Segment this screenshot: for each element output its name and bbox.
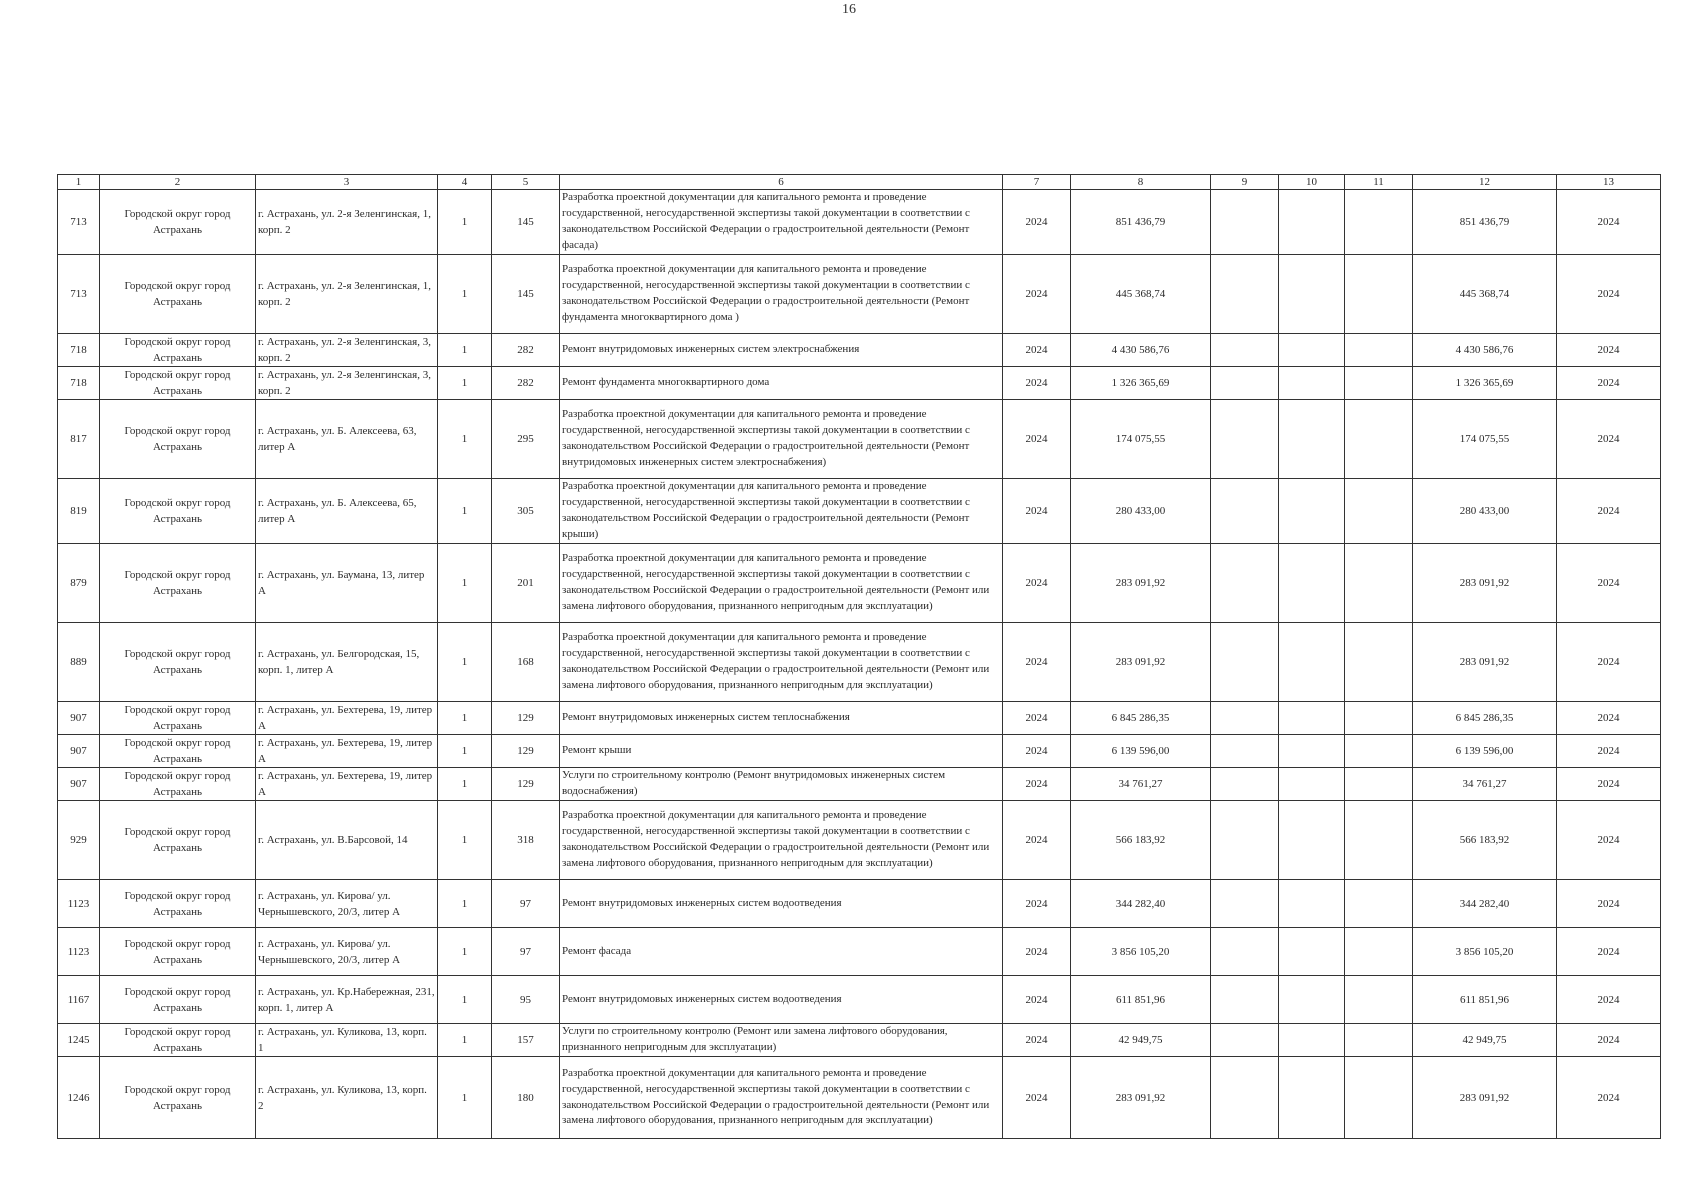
cell-cost-col-10 xyxy=(1279,1057,1345,1139)
cell-row-number: 713 xyxy=(58,255,100,334)
table-row xyxy=(58,190,1661,255)
cell-total-cost: 34 761,27 xyxy=(1071,768,1211,801)
cell-row-number: 817 xyxy=(58,400,100,479)
cell-cost-col-10 xyxy=(1279,479,1345,544)
page-number: 16 xyxy=(842,2,856,17)
cell-year-end: 2024 xyxy=(1557,623,1661,702)
cell-row-number: 907 xyxy=(58,768,100,801)
cell-year-end: 2024 xyxy=(1557,1024,1661,1057)
cell-total-cost: 1 326 365,69 xyxy=(1071,367,1211,400)
cell-cost-col-11 xyxy=(1345,334,1413,367)
cell-row-number: 907 xyxy=(58,702,100,735)
cell-year-end: 2024 xyxy=(1557,1057,1661,1139)
cell-address: г. Астрахань, ул. Бехтерева, 19, литер А xyxy=(256,702,438,735)
cell-row-number: 718 xyxy=(58,334,100,367)
cell-cost-col-11 xyxy=(1345,976,1413,1024)
cell-year-end: 2024 xyxy=(1557,976,1661,1024)
cell-address: г. Астрахань, ул. Б. Алексеева, 65, литер А xyxy=(256,479,438,544)
cell-year-start: 2024 xyxy=(1003,1024,1071,1057)
cell-count: 1 xyxy=(438,623,492,702)
cell-work-description: Ремонт внутридомовых инженерных систем теплоснабжения xyxy=(560,702,1003,735)
cell-total-cost: 42 949,75 xyxy=(1071,1024,1211,1057)
cell-work-description: Разработка проектной документации для капитального ремонта и проведение государственной, негосударственной экспертизы такой документации в соответствии с законодательством Российской Федерации о градостроительной деятельности (Ремонт фундамента многоквартирного дома ) xyxy=(560,255,1003,334)
cell-municipality: Городской округ город Астрахань xyxy=(100,544,256,623)
cell-cost-col-11 xyxy=(1345,479,1413,544)
cell-year-start: 2024 xyxy=(1003,880,1071,928)
column-number-7: 7 xyxy=(1003,175,1071,190)
cell-year-end: 2024 xyxy=(1557,928,1661,976)
cell-municipality: Городской округ город Астрахань xyxy=(100,1024,256,1057)
cell-year-start: 2024 xyxy=(1003,768,1071,801)
cell-year-start: 2024 xyxy=(1003,367,1071,400)
cell-cost-col-10 xyxy=(1279,334,1345,367)
cell-municipality: Городской округ город Астрахань xyxy=(100,735,256,768)
cell-cost-col-10 xyxy=(1279,367,1345,400)
cell-municipality: Городской округ город Астрахань xyxy=(100,702,256,735)
cell-cost-col-12: 611 851,96 xyxy=(1413,976,1557,1024)
cell-cost-col-12: 283 091,92 xyxy=(1413,544,1557,623)
cell-address: г. Астрахань, ул. Куликова, 13, корп. 2 xyxy=(256,1057,438,1139)
cell-year-start: 2024 xyxy=(1003,735,1071,768)
cell-total-cost: 851 436,79 xyxy=(1071,190,1211,255)
cell-cost-col-9 xyxy=(1211,334,1279,367)
cell-item-code: 145 xyxy=(492,190,560,255)
cell-count: 1 xyxy=(438,768,492,801)
cell-address: г. Астрахань, ул. Кр.Набережная, 231, корп. 1, литер А xyxy=(256,976,438,1024)
cell-cost-col-11 xyxy=(1345,801,1413,880)
column-number-1: 1 xyxy=(58,175,100,190)
column-number-6: 6 xyxy=(560,175,1003,190)
cell-cost-col-12: 851 436,79 xyxy=(1413,190,1557,255)
cell-item-code: 201 xyxy=(492,544,560,623)
cell-year-start: 2024 xyxy=(1003,702,1071,735)
cell-row-number: 1246 xyxy=(58,1057,100,1139)
cell-row-number: 1167 xyxy=(58,976,100,1024)
cell-row-number: 889 xyxy=(58,623,100,702)
cell-item-code: 129 xyxy=(492,768,560,801)
cell-address: г. Астрахань, ул. Кирова/ ул. Чернышевского, 20/3, литер А xyxy=(256,928,438,976)
cell-total-cost: 283 091,92 xyxy=(1071,1057,1211,1139)
cell-cost-col-12: 280 433,00 xyxy=(1413,479,1557,544)
cell-cost-col-12: 283 091,92 xyxy=(1413,1057,1557,1139)
repair-program-table xyxy=(57,174,1661,1139)
cell-count: 1 xyxy=(438,1024,492,1057)
cell-total-cost: 344 282,40 xyxy=(1071,880,1211,928)
cell-total-cost: 283 091,92 xyxy=(1071,623,1211,702)
cell-cost-col-9 xyxy=(1211,400,1279,479)
cell-municipality: Городской округ город Астрахань xyxy=(100,190,256,255)
cell-item-code: 95 xyxy=(492,976,560,1024)
cell-work-description: Ремонт крыши xyxy=(560,735,1003,768)
cell-cost-col-12: 174 075,55 xyxy=(1413,400,1557,479)
cell-cost-col-9 xyxy=(1211,255,1279,334)
cell-year-start: 2024 xyxy=(1003,801,1071,880)
cell-cost-col-9 xyxy=(1211,928,1279,976)
cell-count: 1 xyxy=(438,1057,492,1139)
cell-total-cost: 283 091,92 xyxy=(1071,544,1211,623)
cell-work-description: Услуги по строительному контролю (Ремонт внутридомовых инженерных систем водоснабжения) xyxy=(560,768,1003,801)
cell-address: г. Астрахань, ул. 2-я Зеленгинская, 1, корп. 2 xyxy=(256,190,438,255)
cell-row-number: 819 xyxy=(58,479,100,544)
cell-municipality: Городской округ город Астрахань xyxy=(100,976,256,1024)
cell-work-description: Ремонт внутридомовых инженерных систем электроснабжения xyxy=(560,334,1003,367)
cell-cost-col-9 xyxy=(1211,544,1279,623)
cell-cost-col-9 xyxy=(1211,623,1279,702)
cell-count: 1 xyxy=(438,702,492,735)
cell-work-description: Ремонт внутридомовых инженерных систем водоотведения xyxy=(560,880,1003,928)
cell-work-description: Ремонт внутридомовых инженерных систем водоотведения xyxy=(560,976,1003,1024)
cell-cost-col-12: 1 326 365,69 xyxy=(1413,367,1557,400)
cell-work-description: Разработка проектной документации для капитального ремонта и проведение государственной, негосударственной экспертизы такой документации в соответствии с законодательством Российской Федерации о градостроительной деятельности (Ремонт или замена лифтового оборудования, признанного непригодным для эксплуатации) xyxy=(560,623,1003,702)
cell-count: 1 xyxy=(438,928,492,976)
column-number-header-row xyxy=(58,175,1661,190)
cell-count: 1 xyxy=(438,479,492,544)
cell-cost-col-10 xyxy=(1279,400,1345,479)
cell-item-code: 295 xyxy=(492,400,560,479)
cell-cost-col-12: 445 368,74 xyxy=(1413,255,1557,334)
cell-year-end: 2024 xyxy=(1557,479,1661,544)
cell-count: 1 xyxy=(438,190,492,255)
cell-item-code: 282 xyxy=(492,367,560,400)
cell-year-end: 2024 xyxy=(1557,702,1661,735)
cell-cost-col-12: 4 430 586,76 xyxy=(1413,334,1557,367)
cell-row-number: 1245 xyxy=(58,1024,100,1057)
cell-address: г. Астрахань, ул. 2-я Зеленгинская, 3, корп. 2 xyxy=(256,367,438,400)
column-number-11: 11 xyxy=(1345,175,1413,190)
cell-work-description: Услуги по строительному контролю (Ремонт или замена лифтового оборудования, признанного непригодным для эксплуатации) xyxy=(560,1024,1003,1057)
cell-municipality: Городской округ город Астрахань xyxy=(100,400,256,479)
cell-address: г. Астрахань, ул. Белгородская, 15, корп. 1, литер А xyxy=(256,623,438,702)
cell-address: г. Астрахань, ул. Бехтерева, 19, литер А xyxy=(256,768,438,801)
cell-cost-col-9 xyxy=(1211,702,1279,735)
cell-year-start: 2024 xyxy=(1003,190,1071,255)
column-number-12: 12 xyxy=(1413,175,1557,190)
cell-year-end: 2024 xyxy=(1557,801,1661,880)
column-number-2: 2 xyxy=(100,175,256,190)
table-row xyxy=(58,1057,1661,1139)
cell-total-cost: 4 430 586,76 xyxy=(1071,334,1211,367)
cell-cost-col-10 xyxy=(1279,735,1345,768)
cell-cost-col-10 xyxy=(1279,255,1345,334)
cell-year-start: 2024 xyxy=(1003,400,1071,479)
cell-cost-col-11 xyxy=(1345,255,1413,334)
cell-year-end: 2024 xyxy=(1557,735,1661,768)
column-number-5: 5 xyxy=(492,175,560,190)
cell-total-cost: 3 856 105,20 xyxy=(1071,928,1211,976)
cell-cost-col-10 xyxy=(1279,544,1345,623)
cell-cost-col-11 xyxy=(1345,1024,1413,1057)
cell-cost-col-10 xyxy=(1279,928,1345,976)
cell-municipality: Городской округ город Астрахань xyxy=(100,880,256,928)
cell-municipality: Городской округ город Астрахань xyxy=(100,479,256,544)
cell-year-end: 2024 xyxy=(1557,544,1661,623)
cell-cost-col-9 xyxy=(1211,479,1279,544)
cell-item-code: 305 xyxy=(492,479,560,544)
cell-count: 1 xyxy=(438,735,492,768)
cell-cost-col-10 xyxy=(1279,623,1345,702)
column-number-4: 4 xyxy=(438,175,492,190)
cell-count: 1 xyxy=(438,367,492,400)
cell-row-number: 1123 xyxy=(58,880,100,928)
cell-cost-col-11 xyxy=(1345,544,1413,623)
cell-year-start: 2024 xyxy=(1003,255,1071,334)
cell-year-end: 2024 xyxy=(1557,367,1661,400)
cell-cost-col-9 xyxy=(1211,1024,1279,1057)
cell-year-start: 2024 xyxy=(1003,544,1071,623)
table-row xyxy=(58,1024,1661,1057)
cell-cost-col-9 xyxy=(1211,190,1279,255)
table-row xyxy=(58,976,1661,1024)
cell-row-number: 713 xyxy=(58,190,100,255)
table-row xyxy=(58,928,1661,976)
cell-year-end: 2024 xyxy=(1557,768,1661,801)
cell-cost-col-10 xyxy=(1279,190,1345,255)
cell-item-code: 157 xyxy=(492,1024,560,1057)
cell-cost-col-11 xyxy=(1345,400,1413,479)
cell-cost-col-9 xyxy=(1211,976,1279,1024)
column-number-13: 13 xyxy=(1557,175,1661,190)
table-row xyxy=(58,801,1661,880)
cell-cost-col-10 xyxy=(1279,768,1345,801)
cell-address: г. Астрахань, ул. 2-я Зеленгинская, 1, корп. 2 xyxy=(256,255,438,334)
table-row xyxy=(58,702,1661,735)
cell-cost-col-9 xyxy=(1211,1057,1279,1139)
cell-work-description: Ремонт фундамента многоквартирного дома xyxy=(560,367,1003,400)
column-number-8: 8 xyxy=(1071,175,1211,190)
cell-work-description: Разработка проектной документации для капитального ремонта и проведение государственной, негосударственной экспертизы такой документации в соответствии с законодательством Российской Федерации о градостроительной деятельности (Ремонт крыши) xyxy=(560,479,1003,544)
cell-year-start: 2024 xyxy=(1003,1057,1071,1139)
cell-cost-col-10 xyxy=(1279,1024,1345,1057)
table-row xyxy=(58,735,1661,768)
cell-year-end: 2024 xyxy=(1557,255,1661,334)
cell-item-code: 282 xyxy=(492,334,560,367)
cell-count: 1 xyxy=(438,544,492,623)
cell-address: г. Астрахань, ул. 2-я Зеленгинская, 3, корп. 2 xyxy=(256,334,438,367)
table-body xyxy=(58,190,1661,1139)
cell-work-description: Ремонт фасада xyxy=(560,928,1003,976)
cell-item-code: 97 xyxy=(492,928,560,976)
cell-row-number: 879 xyxy=(58,544,100,623)
cell-row-number: 907 xyxy=(58,735,100,768)
cell-row-number: 1123 xyxy=(58,928,100,976)
cell-cost-col-12: 283 091,92 xyxy=(1413,623,1557,702)
cell-cost-col-11 xyxy=(1345,367,1413,400)
cell-municipality: Городской округ город Астрахань xyxy=(100,768,256,801)
cell-cost-col-11 xyxy=(1345,623,1413,702)
table-row xyxy=(58,768,1661,801)
cell-item-code: 145 xyxy=(492,255,560,334)
table-row xyxy=(58,623,1661,702)
cell-count: 1 xyxy=(438,801,492,880)
cell-item-code: 129 xyxy=(492,702,560,735)
cell-cost-col-9 xyxy=(1211,367,1279,400)
cell-cost-col-12: 6 139 596,00 xyxy=(1413,735,1557,768)
table-row xyxy=(58,334,1661,367)
cell-cost-col-12: 6 845 286,35 xyxy=(1413,702,1557,735)
cell-cost-col-11 xyxy=(1345,880,1413,928)
cell-year-end: 2024 xyxy=(1557,190,1661,255)
cell-work-description: Разработка проектной документации для капитального ремонта и проведение государственной, негосударственной экспертизы такой документации в соответствии с законодательством Российской Федерации о градостроительной деятельности (Ремонт фасада) xyxy=(560,190,1003,255)
cell-total-cost: 445 368,74 xyxy=(1071,255,1211,334)
cell-cost-col-12: 566 183,92 xyxy=(1413,801,1557,880)
cell-year-start: 2024 xyxy=(1003,334,1071,367)
cell-address: г. Астрахань, ул. Кирова/ ул. Чернышевского, 20/3, литер А xyxy=(256,880,438,928)
cell-cost-col-11 xyxy=(1345,735,1413,768)
cell-address: г. Астрахань, ул. Куликова, 13, корп. 1 xyxy=(256,1024,438,1057)
cell-cost-col-12: 42 949,75 xyxy=(1413,1024,1557,1057)
cell-row-number: 929 xyxy=(58,801,100,880)
cell-municipality: Городской округ город Астрахань xyxy=(100,801,256,880)
table-row xyxy=(58,255,1661,334)
table-row xyxy=(58,479,1661,544)
column-number-9: 9 xyxy=(1211,175,1279,190)
table-row xyxy=(58,544,1661,623)
cell-cost-col-11 xyxy=(1345,768,1413,801)
cell-municipality: Городской округ город Астрахань xyxy=(100,1057,256,1139)
cell-year-end: 2024 xyxy=(1557,880,1661,928)
cell-cost-col-9 xyxy=(1211,880,1279,928)
table-row xyxy=(58,880,1661,928)
cell-count: 1 xyxy=(438,880,492,928)
cell-cost-col-9 xyxy=(1211,768,1279,801)
cell-count: 1 xyxy=(438,334,492,367)
table-row xyxy=(58,367,1661,400)
cell-address: г. Астрахань, ул. Баумана, 13, литер А xyxy=(256,544,438,623)
cell-cost-col-11 xyxy=(1345,1057,1413,1139)
cell-total-cost: 6 845 286,35 xyxy=(1071,702,1211,735)
table-row xyxy=(58,400,1661,479)
cell-year-end: 2024 xyxy=(1557,334,1661,367)
column-number-10: 10 xyxy=(1279,175,1345,190)
cell-total-cost: 611 851,96 xyxy=(1071,976,1211,1024)
cell-municipality: Городской округ город Астрахань xyxy=(100,928,256,976)
cell-work-description: Разработка проектной документации для капитального ремонта и проведение государственной, негосударственной экспертизы такой документации в соответствии с законодательством Российской Федерации о градостроительной деятельности (Ремонт или замена лифтового оборудования, признанного непригодным для эксплуатации) xyxy=(560,1057,1003,1139)
cell-year-start: 2024 xyxy=(1003,623,1071,702)
cell-year-end: 2024 xyxy=(1557,400,1661,479)
cell-address: г. Астрахань, ул. Бехтерева, 19, литер А xyxy=(256,735,438,768)
cell-work-description: Разработка проектной документации для капитального ремонта и проведение государственной, негосударственной экспертизы такой документации в соответствии с законодательством Российской Федерации о градостроительной деятельности (Ремонт или замена лифтового оборудования, признанного непригодным для эксплуатации) xyxy=(560,544,1003,623)
cell-cost-col-11 xyxy=(1345,702,1413,735)
cell-row-number: 718 xyxy=(58,367,100,400)
cell-work-description: Разработка проектной документации для капитального ремонта и проведение государственной, негосударственной экспертизы такой документации в соответствии с законодательством Российской Федерации о градостроительной деятельности (Ремонт внутридомовых инженерных систем электроснабжения) xyxy=(560,400,1003,479)
cell-year-start: 2024 xyxy=(1003,479,1071,544)
cell-year-start: 2024 xyxy=(1003,928,1071,976)
cell-item-code: 318 xyxy=(492,801,560,880)
cell-cost-col-12: 3 856 105,20 xyxy=(1413,928,1557,976)
cell-address: г. Астрахань, ул. Б. Алексеева, 63, литер А xyxy=(256,400,438,479)
cell-cost-col-10 xyxy=(1279,702,1345,735)
cell-municipality: Городской округ город Астрахань xyxy=(100,255,256,334)
cell-municipality: Городской округ город Астрахань xyxy=(100,367,256,400)
cell-item-code: 129 xyxy=(492,735,560,768)
cell-cost-col-12: 34 761,27 xyxy=(1413,768,1557,801)
cell-cost-col-11 xyxy=(1345,928,1413,976)
cell-item-code: 180 xyxy=(492,1057,560,1139)
cell-count: 1 xyxy=(438,255,492,334)
cell-municipality: Городской округ город Астрахань xyxy=(100,623,256,702)
cell-item-code: 168 xyxy=(492,623,560,702)
cell-cost-col-9 xyxy=(1211,735,1279,768)
cell-cost-col-10 xyxy=(1279,801,1345,880)
cell-total-cost: 280 433,00 xyxy=(1071,479,1211,544)
cell-total-cost: 566 183,92 xyxy=(1071,801,1211,880)
cell-cost-col-10 xyxy=(1279,880,1345,928)
cell-cost-col-11 xyxy=(1345,190,1413,255)
cell-total-cost: 6 139 596,00 xyxy=(1071,735,1211,768)
cell-cost-col-9 xyxy=(1211,801,1279,880)
cell-municipality: Городской округ город Астрахань xyxy=(100,334,256,367)
cell-count: 1 xyxy=(438,400,492,479)
cell-cost-col-10 xyxy=(1279,976,1345,1024)
cell-total-cost: 174 075,55 xyxy=(1071,400,1211,479)
cell-address: г. Астрахань, ул. В.Барсовой, 14 xyxy=(256,801,438,880)
cell-work-description: Разработка проектной документации для капитального ремонта и проведение государственной, негосударственной экспертизы такой документации в соответствии с законодательством Российской Федерации о градостроительной деятельности (Ремонт или замена лифтового оборудования, признанного непригодным для эксплуатации) xyxy=(560,801,1003,880)
column-number-3: 3 xyxy=(256,175,438,190)
cell-year-start: 2024 xyxy=(1003,976,1071,1024)
cell-item-code: 97 xyxy=(492,880,560,928)
cell-count: 1 xyxy=(438,976,492,1024)
cell-cost-col-12: 344 282,40 xyxy=(1413,880,1557,928)
